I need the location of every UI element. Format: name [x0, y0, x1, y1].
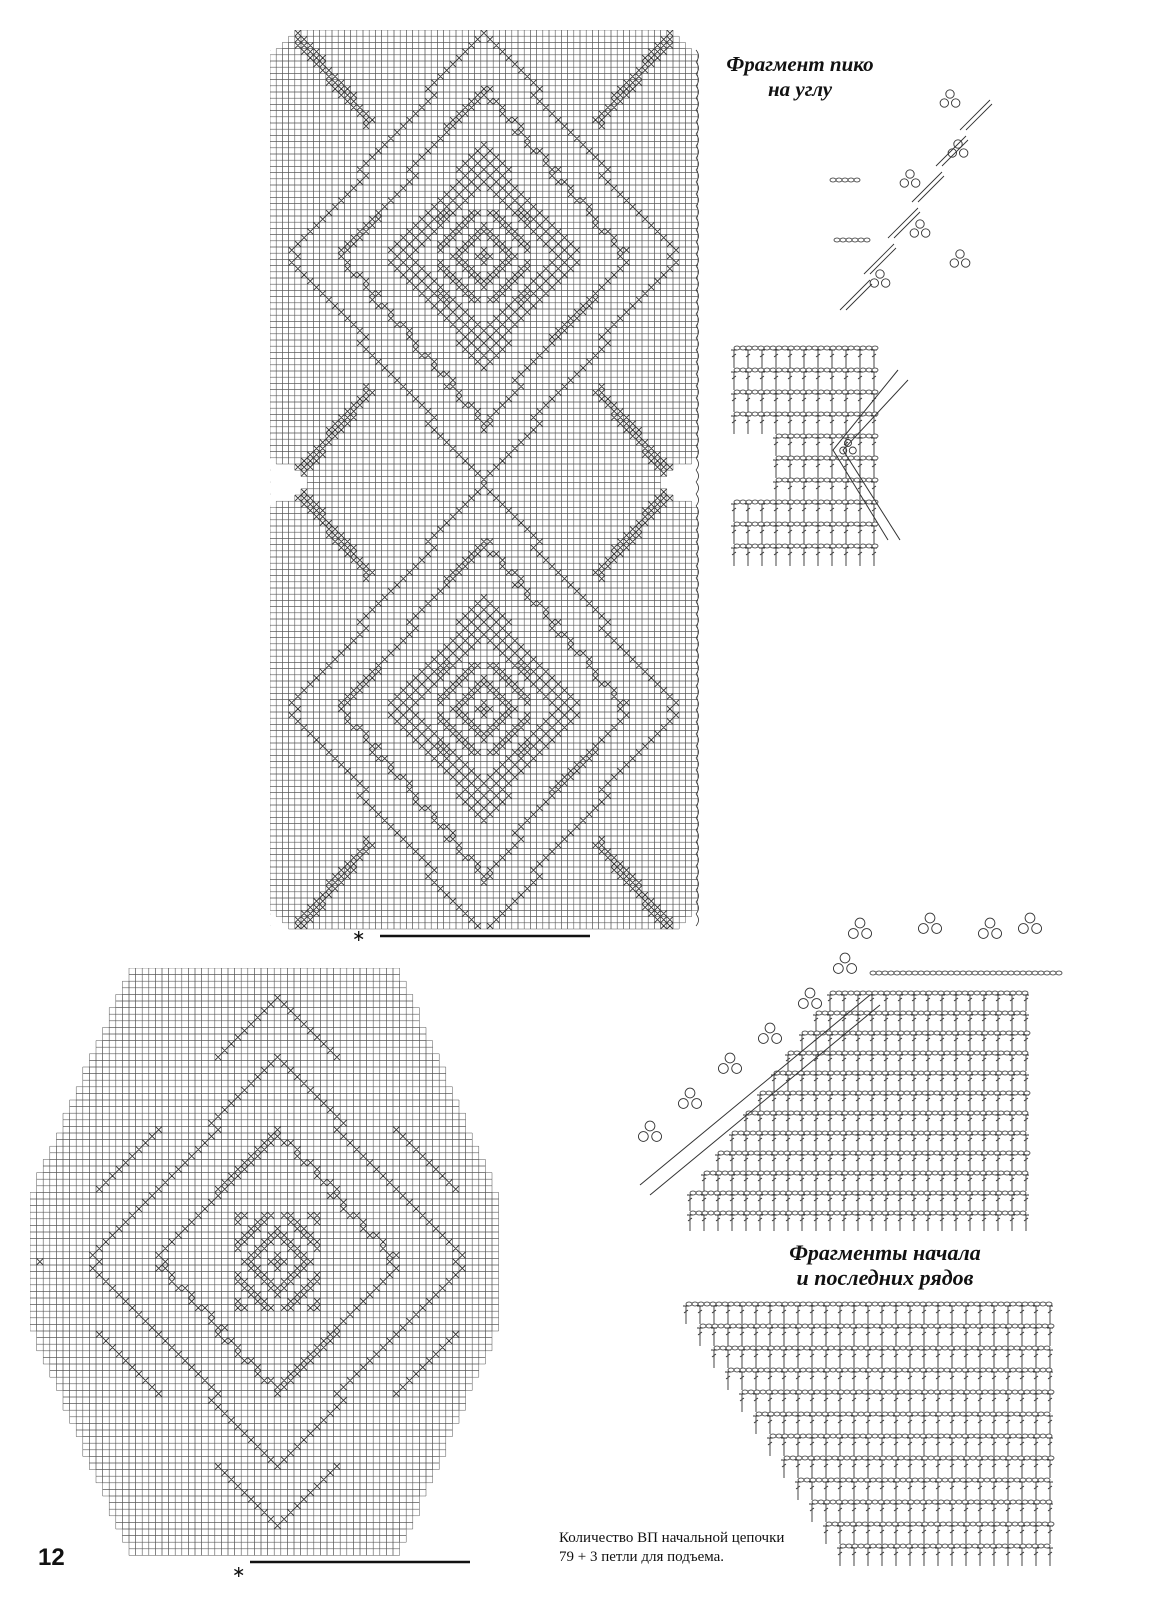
bottom-chain-row	[826, 1522, 1054, 1526]
corner-picot-diagram	[820, 80, 1000, 330]
corner-chain-row	[760, 1091, 1030, 1095]
corner-chain-row	[830, 991, 1028, 995]
chain-count-note-line2: 79 + 3 петли для подъема.	[559, 1549, 725, 1565]
corner-chain-row	[690, 1211, 1026, 1215]
filet-chart-runner	[270, 30, 700, 950]
start-marker-oval: ∗	[232, 1562, 246, 1581]
picot-trefoil-2	[900, 170, 920, 187]
side-chain-row	[734, 544, 878, 548]
picot-trefoil-1	[948, 140, 968, 157]
bottom-chain-row	[756, 1412, 1050, 1416]
page-number: 12	[38, 1544, 65, 1571]
chain-count-note-line1: Количество ВП начальной цепочки	[559, 1530, 785, 1546]
picot-trefoil-3	[910, 220, 930, 237]
oval-grid	[30, 968, 499, 1555]
chain-count-note	[559, 1529, 849, 1567]
picot-trefoil-0	[940, 90, 960, 107]
side-chain-row	[734, 390, 878, 394]
filet-chart-oval	[30, 968, 500, 1580]
bottom-chain-row	[714, 1346, 1050, 1350]
picot-chain-b	[834, 238, 870, 242]
runner-filled-blocks	[289, 30, 680, 929]
bottom-chain-row	[742, 1390, 1054, 1394]
bottom-chain-row	[686, 1302, 1052, 1306]
corner-stitches	[687, 995, 1029, 1231]
bottom-chain-row	[798, 1478, 1050, 1482]
corner-trefoil-1	[678, 1088, 701, 1108]
stitch-diagram-corner	[630, 905, 1070, 1235]
bottom-chain-row	[812, 1500, 1052, 1504]
caption-start-end-rows	[760, 1240, 1010, 1290]
side-trefoil	[840, 440, 857, 455]
bottom-chain-row	[700, 1324, 1054, 1328]
bottom-chain-row	[728, 1368, 1052, 1372]
picot-trefoil-5	[870, 270, 890, 287]
start-marker-runner: ∗	[352, 926, 366, 945]
corner-trefoil-6	[848, 918, 871, 938]
corner-chain-row	[746, 1111, 1028, 1115]
side-chain-row	[734, 500, 878, 504]
picot-stitch-lines	[840, 100, 992, 310]
caption-start-end-rows-line2: и последних рядов	[796, 1265, 974, 1290]
corner-chain-row	[802, 1031, 1030, 1035]
bottom-stitches	[683, 1306, 1053, 1566]
corner-trefoil-8	[978, 918, 1001, 938]
side-chain-row	[776, 456, 878, 460]
oval-filled-blocks	[37, 994, 466, 1529]
corner-top-chain	[870, 971, 1062, 975]
side-chain-row	[734, 346, 878, 350]
corner-chain-row	[732, 1131, 1026, 1135]
side-chain-row	[776, 434, 878, 438]
side-chain-row	[734, 368, 878, 372]
corner-trefoil-4	[798, 988, 821, 1008]
picot-trefoil-4	[950, 250, 970, 267]
corner-trefoil-3	[758, 1023, 781, 1043]
caption-corner-picot-line2: на углу	[767, 77, 833, 101]
bottom-chain-row	[784, 1456, 1054, 1460]
bottom-chain-row	[770, 1434, 1052, 1438]
corner-trefoil-9	[1018, 913, 1041, 933]
corner-chain-row	[774, 1071, 1026, 1075]
corner-chain-row	[718, 1151, 1030, 1155]
corner-diagonal-a	[640, 995, 870, 1185]
corner-chain-row	[690, 1191, 1026, 1195]
corner-trefoil-2	[718, 1053, 741, 1073]
caption-corner-picot-line1: Фрагмент пико	[726, 52, 874, 76]
side-chain-row	[734, 412, 878, 416]
corner-trefoil-7	[918, 913, 941, 933]
stitch-diagram-side	[728, 340, 918, 580]
side-stitches	[731, 350, 877, 566]
side-chain-row	[734, 522, 878, 526]
corner-trefoil-5	[833, 953, 856, 973]
corner-trefoil-0	[638, 1121, 661, 1141]
side-edge-line	[833, 370, 898, 540]
corner-chain-row	[704, 1171, 1028, 1175]
caption-start-end-rows-line1: Фрагменты начала	[789, 1240, 981, 1265]
bottom-chain-row	[840, 1544, 1050, 1548]
picot-chain-a	[830, 178, 860, 182]
